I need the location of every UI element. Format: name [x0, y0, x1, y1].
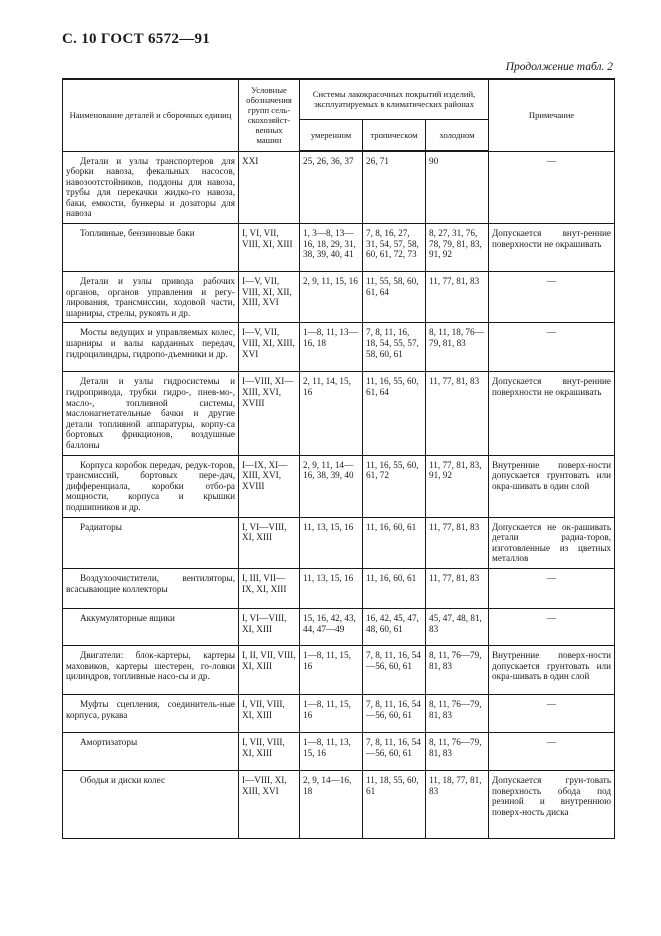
cell-tropical: 11, 16, 55, 60, 61, 72 [363, 455, 426, 517]
cell-cold: 11, 77, 81, 83 [426, 568, 489, 608]
cell-moderate: 2, 11, 14, 15, 16 [300, 372, 363, 455]
cell-tropical: 7, 8, 11, 16, 54—56, 60, 61 [363, 645, 426, 694]
cell-name: Муфты сцепления, соединитель-ные корпуса, рукава [63, 694, 239, 732]
cell-moderate: 1—8, 11, 15, 16 [300, 694, 363, 732]
cell-note: Допускается грун-товать поверхность обода под резиной и внутреннюю поверх-ность диска [489, 770, 615, 838]
cell-moderate: 2, 9, 11, 15, 16 [300, 272, 363, 323]
cell-cold: 11, 77, 81, 83 [426, 372, 489, 455]
table-row [63, 151, 615, 224]
cell-tropical: 11, 16, 60, 61 [363, 568, 426, 608]
cell-designation: I—V, VII, VIII, XI, XII, XIII, XVI [239, 272, 300, 323]
cell-moderate: 11, 13, 15, 16 [300, 568, 363, 608]
table-row [63, 732, 615, 770]
table-row [63, 517, 615, 568]
table-row [63, 323, 615, 372]
cell-moderate: 1, 3—8, 13—16, 18, 29, 31, 38, 39, 40, 41 [300, 224, 363, 272]
cell-name: Амортизаторы [63, 732, 239, 770]
coatings-table [62, 78, 615, 839]
cell-cold: 8, 11, 76—79, 81, 83 [426, 645, 489, 694]
cell-name: Аккумуляторные ящики [63, 608, 239, 645]
cell-note: Внутренние поверх-ности допускается грунтовать или окра-шивать в один слой [489, 455, 615, 517]
cell-note: Допускается не ок-рашивать детали радиа-торов, изготовленные из цветных металлов [489, 517, 615, 568]
cell-cold: 45, 47, 48, 81, 83 [426, 608, 489, 645]
cell-designation: I—IX, XI—XIII, XVI, XVIII [239, 455, 300, 517]
cell-designation: XXI [239, 151, 300, 224]
cell-note: — [489, 323, 615, 372]
column-header-moderate: умеренном [300, 119, 363, 151]
column-header-name: Наименование деталей и сборочных единиц [63, 79, 239, 151]
cell-note: — [489, 694, 615, 732]
cell-tropical: 7, 8, 16, 27, 31, 54, 57, 58, 60, 61, 72, 73 [363, 224, 426, 272]
cell-note: — [489, 568, 615, 608]
cell-name: Детали и узлы гидросистемы и гидропривода, трубки гидро-, пнев-мо-, масло-, топливной системы, маслонагнетательные бачки и другие детали топливной аппаратуры, корпу-са бортовых фрикционов, воздушные баллоны [63, 372, 239, 455]
table-row [63, 372, 615, 455]
column-header-cold: холодном [426, 119, 489, 151]
cell-designation: I, III, VII—IX, XI, XIII [239, 568, 300, 608]
cell-moderate: 2, 9, 14—16, 18 [300, 770, 363, 838]
cell-cold: 11, 77, 81, 83 [426, 272, 489, 323]
cell-note: Допускается внут-ренние поверхности не окрашивать [489, 224, 615, 272]
table-continuation-label: Продолжение табл. 2 [505, 61, 613, 73]
table-row [63, 455, 615, 517]
table-row [63, 645, 615, 694]
cell-tropical: 26, 71 [363, 151, 426, 224]
cell-cold: 11, 77, 81, 83 [426, 517, 489, 568]
cell-name: Детали и узлы транспортеров для уборки навоза, фекальных насосов, навозоотстойников, поддоны для навоза, трубы для перекачки жидко-го навоза, баки, емкости, бункеры и дозаторы для навоза [63, 151, 239, 224]
table-row [63, 224, 615, 272]
cell-cold: 8, 27, 31, 76, 78, 79, 81, 83, 91, 92 [426, 224, 489, 272]
cell-cold: 8, 11, 76—79, 81, 83 [426, 732, 489, 770]
cell-tropical: 7, 8, 11, 16, 54—56, 60, 61 [363, 732, 426, 770]
cell-note: — [489, 732, 615, 770]
cell-designation: I—VIII, XI—XIII, XVI, XVIII [239, 372, 300, 455]
table-row [63, 770, 615, 838]
cell-designation: I—VIII, XI, XIII, XVI [239, 770, 300, 838]
cell-note: — [489, 608, 615, 645]
cell-cold: 11, 18, 77, 81, 83 [426, 770, 489, 838]
table-row [63, 694, 615, 732]
table-row [63, 272, 615, 323]
table-row [63, 568, 615, 608]
cell-tropical: 11, 18, 55, 60, 61 [363, 770, 426, 838]
cell-name: Ободья и диски колес [63, 770, 239, 838]
cell-moderate: 1—8, 11, 15, 16 [300, 645, 363, 694]
cell-note: — [489, 151, 615, 224]
cell-name: Детали и узлы привода рабочих органов, органов управления и регу-лирования, трансмиссии, ходовой части, шарниры, стрелы, рукоять и др. [63, 272, 239, 323]
cell-name: Корпуса коробок передач, редук-торов, трансмиссий, бортовых пере-дач, дифференциала, коробки отбо-ра мощности, корпуса и крышки подшипников и др. [63, 455, 239, 517]
cell-tropical: 7, 8, 11, 16, 18, 54, 55, 57, 58, 60, 61 [363, 323, 426, 372]
cell-designation: I, VII, VIII, XI, XIII [239, 732, 300, 770]
cell-moderate: 15, 16, 42, 43, 44, 47—49 [300, 608, 363, 645]
cell-note: Допускается внут-ренние поверхности не окрашивать [489, 372, 615, 455]
cell-designation: I, VI—VIII, XI, XIII [239, 608, 300, 645]
cell-designation: I, II, VII, VIII, XI, XIII [239, 645, 300, 694]
cell-name: Мосты ведущих и управляемых колес, шарниры и валы карданных передач, гидроцилиндры, гидропо-дъемники и др. [63, 323, 239, 372]
cell-designation: I, VI—VIII, XI, XIII [239, 517, 300, 568]
cell-designation: I—V, VII, VIII, XI, XIII, XVI [239, 323, 300, 372]
column-header-systems: Системы лакокрасочных покрытий изделий, эксплуатируемых в климатических районах [300, 79, 489, 119]
cell-name: Радиаторы [63, 517, 239, 568]
cell-moderate: 1—8, 11, 13, 15, 16 [300, 732, 363, 770]
cell-moderate: 2, 9, 11, 14—16, 38, 39, 40 [300, 455, 363, 517]
column-header-tropical: тропическом [363, 119, 426, 151]
cell-tropical: 11, 55, 58, 60, 61, 64 [363, 272, 426, 323]
cell-cold: 8, 11, 76—79, 81, 83 [426, 694, 489, 732]
cell-cold: 8, 11, 18, 76—79, 81, 83 [426, 323, 489, 372]
column-header-note: Примечание [489, 79, 615, 151]
cell-note: Внутренние поверх-ности допускается грунтовать или окра-шивать в один слой [489, 645, 615, 694]
cell-tropical: 16, 42, 45, 47, 48, 60, 61 [363, 608, 426, 645]
cell-tropical: 11, 16, 60, 61 [363, 517, 426, 568]
column-header-designation: Условные обозначения групп сель-скохозяйст-венных машин [239, 79, 300, 151]
cell-tropical: 7, 8, 11, 16, 54—56, 60, 61 [363, 694, 426, 732]
cell-tropical: 11, 16, 55, 60, 61, 64 [363, 372, 426, 455]
cell-moderate: 1—8, 11, 13—16, 18 [300, 323, 363, 372]
cell-name: Двигатели: блок-картеры, картеры маховиков, картеры шестерен, го-ловки цилиндров, топливные насо-сы и др. [63, 645, 239, 694]
cell-name: Топливные, бензиновые баки [63, 224, 239, 272]
page-header: С. 10 ГОСТ 6572—91 [62, 31, 211, 47]
cell-cold: 11, 77, 81, 83, 91, 92 [426, 455, 489, 517]
cell-designation: I, VII, VIII, XI, XIII [239, 694, 300, 732]
cell-designation: I, VI, VII, VIII, XI, XIII [239, 224, 300, 272]
table-row [63, 608, 615, 645]
cell-moderate: 11, 13, 15, 16 [300, 517, 363, 568]
cell-note: — [489, 272, 615, 323]
cell-cold: 90 [426, 151, 489, 224]
cell-moderate: 25, 26, 36, 37 [300, 151, 363, 224]
cell-name: Воздухоочистители, вентиляторы, всасывающие коллекторы [63, 568, 239, 608]
